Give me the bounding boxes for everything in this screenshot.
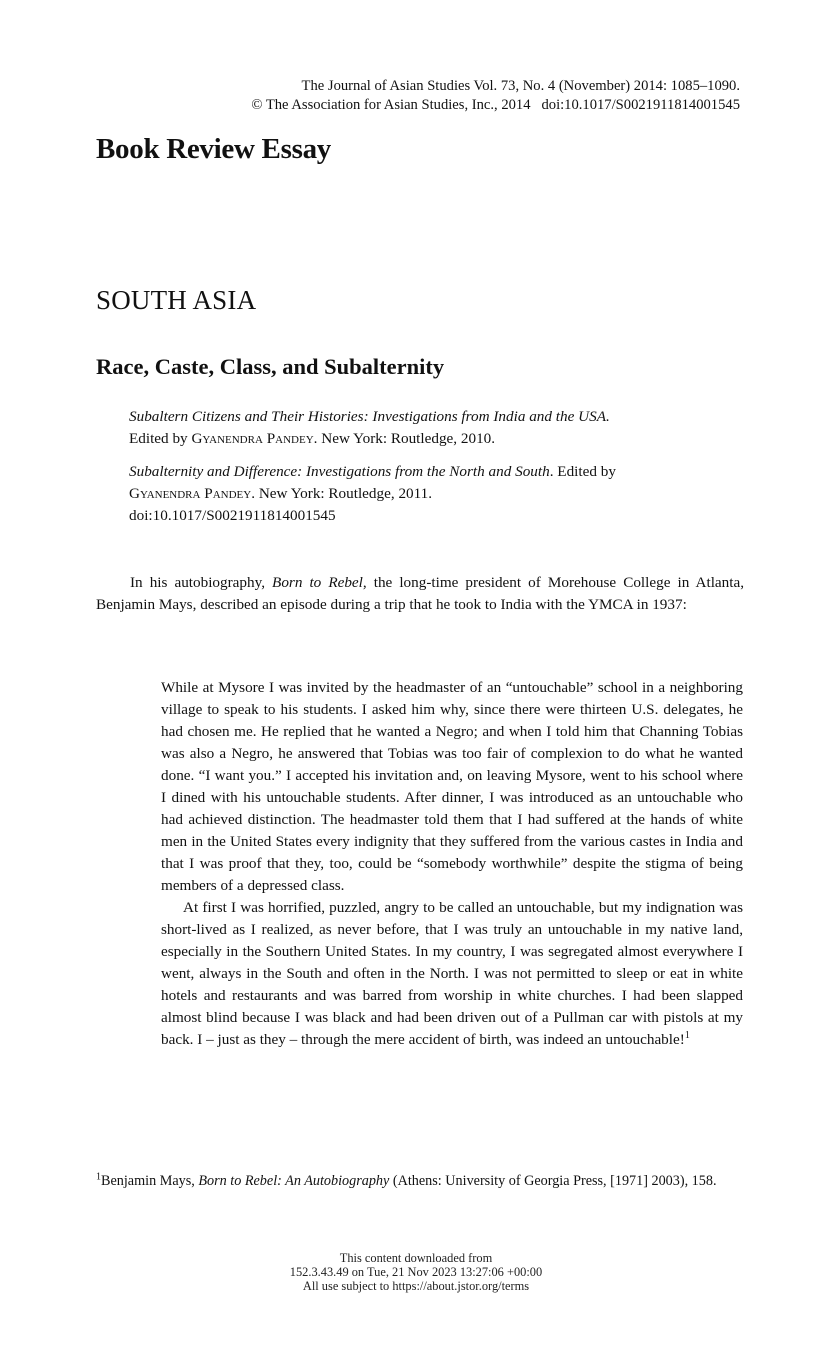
footnote-ref[interactable]: 1 [684, 1029, 690, 1041]
reviewed-books [129, 406, 749, 538]
section-title: SOUTH ASIA [96, 285, 257, 315]
essay-type-title: Book Review Essay [96, 133, 331, 165]
quote-paragraph: While at Mysore I was invited by the headmaster of an “untouchable” school in a neighboring village to speak to his students. I asked him why, since there were thirteen U.S. delegates, he had chosen me. He replied that he wanted a Negro; and when I told him that Channing Tobias was also a Negro, he answered that Tobias was too fair of complexion to do what he wanted done. “I want you.” I accepted his invitation and, on leaving Mysore, went to his school where I dined with his untouchable students. After dinner, I was introduced as an untouchable who had achieved distinction. The headmaster told them that I had suffered at the hands of white men in the United States every indignity that they suffered from the various castes in India and that I was proof that they, too, could be “somebody worthwhile” despite the stigma of being members of a depressed class. [161, 679, 743, 894]
footnote-title: Born to Rebel: An Autobiography [198, 1173, 390, 1189]
book-entry [129, 406, 749, 450]
journal-header [251, 77, 740, 115]
journal-citation: The Journal of Asian Studies Vol. 73, No. 4 (November) 2014: 1085–1090. [301, 78, 740, 94]
footnote-number: 1 [96, 1171, 101, 1183]
intro-paragraph [96, 572, 744, 616]
book-editor: Gyanendra Pandey [191, 430, 314, 447]
footnote-details: (Athens: University of Georgia Press, [1971] 2003), 158. [389, 1173, 717, 1189]
book-title: Subaltern Citizens and Their Histories: Investigations from India and the USA. [129, 408, 610, 425]
quote-paragraph [161, 897, 743, 1051]
book-publisher: . New York: Routledge, 2010. [313, 430, 496, 447]
intro-text: , the long-time president of Morehouse College in Atlanta, Benjamin Mays, described an episode during a trip that he took to India with the YMCA in 1937: [96, 574, 745, 613]
quote-text: At first I was horrified, puzzled, angry to be called an untouchable, but my indignation was short-lived as I realized, as never before, that I was truly an untouchable in my native land, especially in the Southern United States. In my country, I was segregated almost everywhere I went, always in the South and often in the North. I was not permitted to sleep or eat in white hotels and restaurants and was barred from worship in white churches. I had been slapped almost blind because I was black and had been driven out of a Pullman car with pistols at my back. I – just as they – through the mere accident of birth, was indeed an untouchable! [161, 899, 743, 1048]
article-title: Race, Caste, Class, and Subalternity [96, 354, 445, 379]
book-title: Subalternity and Difference: Investigations from the North and South [129, 463, 550, 480]
footnote [96, 1171, 744, 1192]
article-doi: doi:10.1017/S0021911814001545 [129, 507, 336, 524]
book-publisher: . New York: Routledge, 2011. [251, 485, 433, 502]
block-quote [161, 677, 743, 1051]
copyright-doi: © The Association for Asian Studies, Inc., 2014 doi:10.1017/S0021911814001545 [251, 97, 740, 113]
edited-by-label: . Edited by [549, 463, 620, 480]
download-info: 152.3.43.49 on Tue, 21 Nov 2023 13:27:06 +00:00 [289, 1265, 543, 1279]
download-note: This content downloaded from [339, 1251, 493, 1265]
footnote-author: Benjamin Mays, [101, 1173, 199, 1189]
book-editor: Gyanendra Pandey [129, 485, 252, 502]
jstor-footer [0, 1251, 832, 1293]
edited-by-label: Edited by [129, 430, 192, 447]
book-entry [129, 461, 749, 527]
intro-text: In his autobiography, [130, 574, 273, 591]
cited-book-title: Born to Rebel [272, 574, 363, 591]
terms-link[interactable]: All use subject to https://about.jstor.org/terms [302, 1279, 530, 1293]
